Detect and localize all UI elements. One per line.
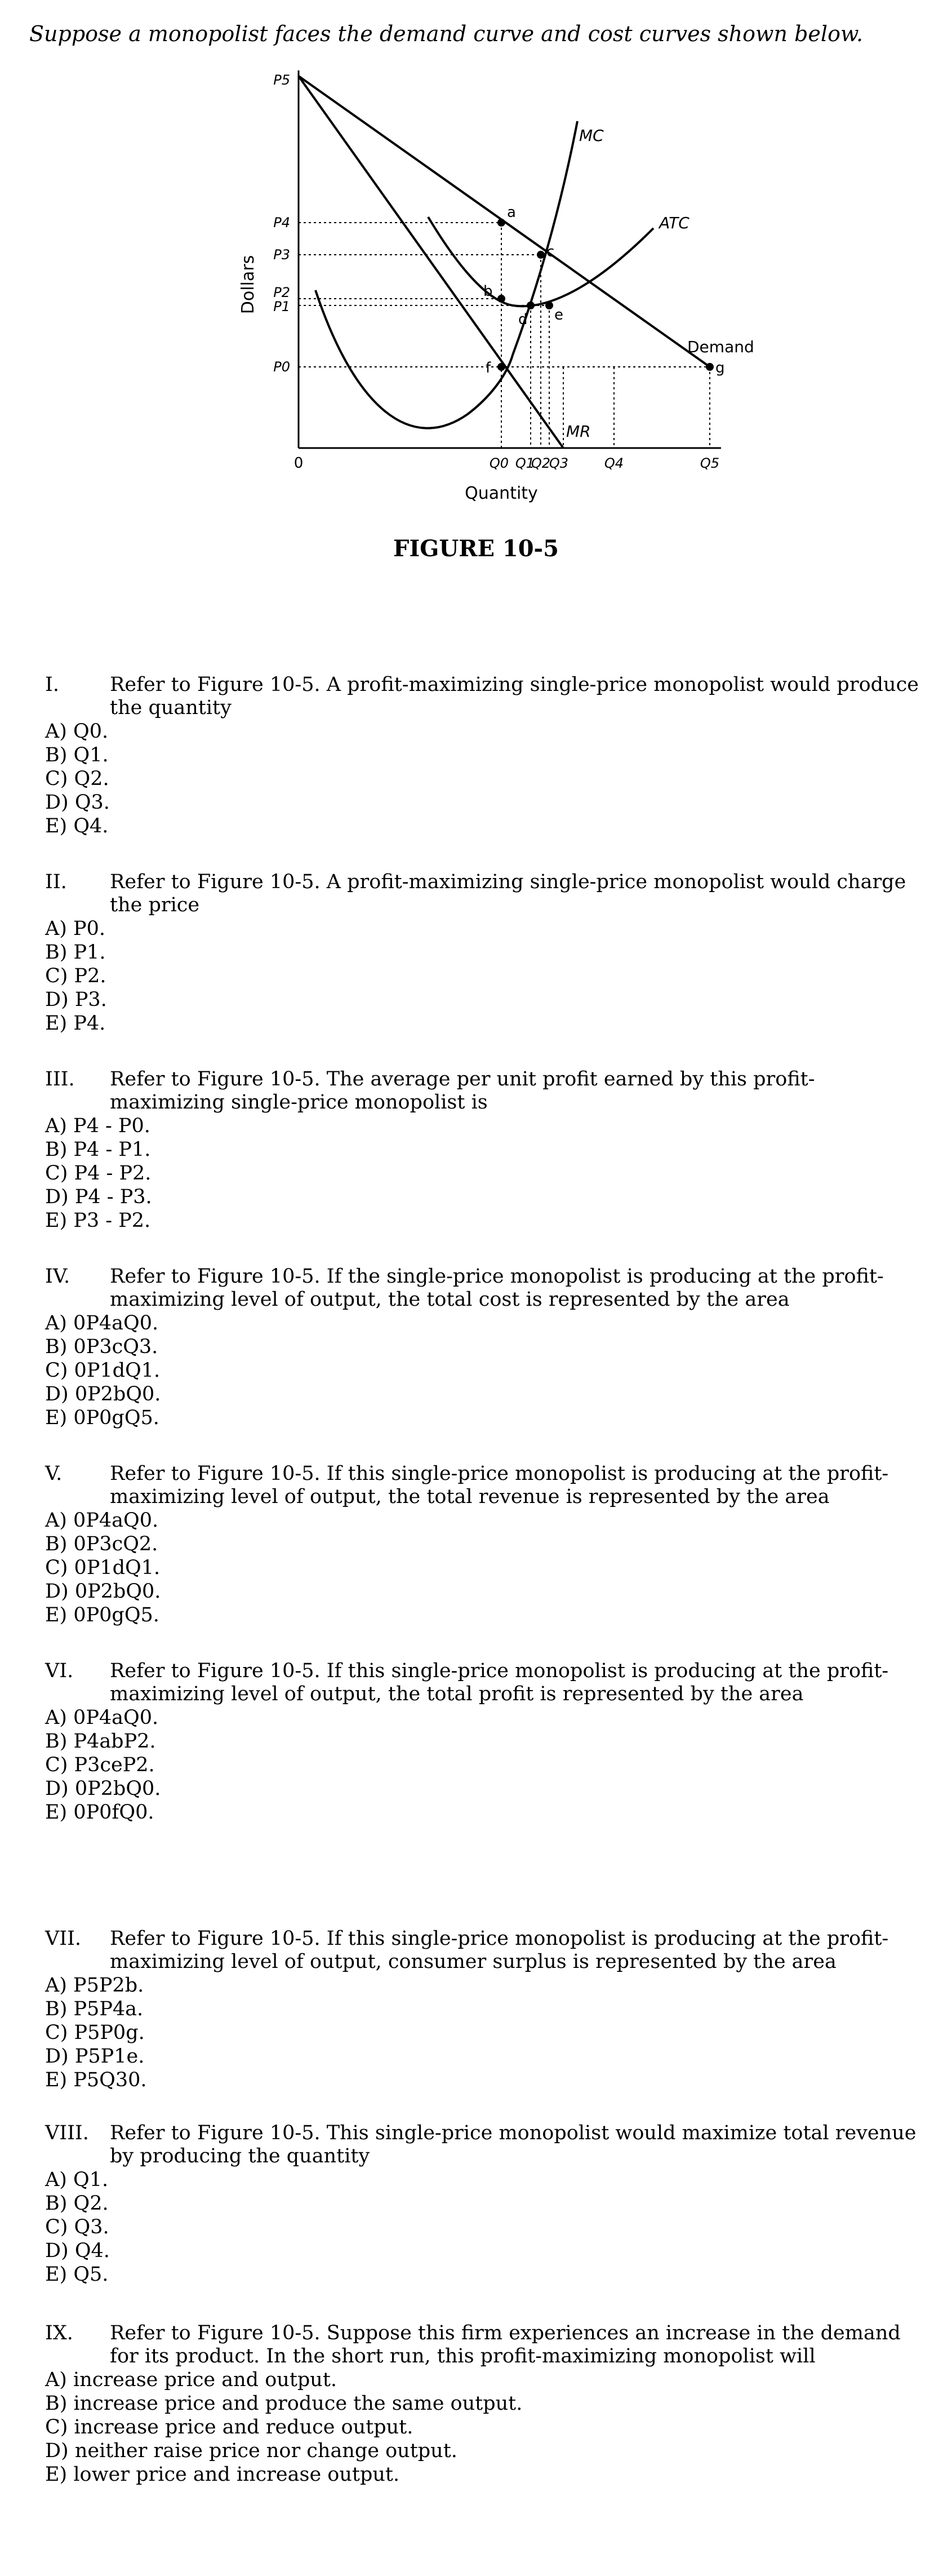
atc-label: ATC (659, 214, 689, 232)
x-axis-label: Quantity (465, 484, 538, 503)
mr-curve (299, 76, 563, 448)
option-c: C) P2. (45, 965, 106, 987)
option-c: C) P5P0g. (45, 2021, 145, 2044)
question-number: VIII. (45, 2122, 89, 2144)
option-a: A) P5P2b. (45, 1974, 144, 1997)
guide-lines (299, 223, 710, 448)
option-a: A) P4 - P0. (45, 1115, 150, 1137)
question-3 (45, 1068, 924, 1232)
mc-curve (315, 121, 577, 428)
option-e: E) P4. (45, 1012, 106, 1035)
question-6 (45, 1660, 924, 1824)
question-2 (45, 871, 924, 1035)
point-label-a: a (507, 204, 516, 221)
question-text: Refer to Figure 10-5. If the single-price monopolist is producing at the profit-maximizing level of output, the total cost is represented by the area (110, 1265, 884, 1311)
quantity-label-q3: Q3 (549, 455, 569, 471)
quantity-label-q2: Q2 (531, 455, 551, 471)
option-b: B) 0P3cQ3. (45, 1336, 158, 1358)
question-number: V. (45, 1462, 63, 1485)
option-e: E) Q5. (45, 2263, 109, 2286)
option-c: C) Q3. (45, 2216, 109, 2238)
y-axis-label: Dollars (238, 255, 258, 314)
question-number: VII. (45, 1927, 82, 1950)
question-text: Refer to Figure 10-5. This single-price monopolist would maximize total revenue by producing the quantity (110, 2122, 917, 2167)
option-b: B) P4abP2. (45, 1730, 156, 1753)
point-label-c: c (546, 243, 555, 260)
option-a: A) 0P4aQ0. (45, 1312, 159, 1334)
price-label-p1: P1 (273, 299, 290, 314)
question-number: VI. (45, 1660, 74, 1682)
option-d: D) neither raise price nor change output. (45, 2440, 457, 2462)
question-8 (45, 2122, 924, 2286)
option-e: E) P3 - P2. (45, 1209, 151, 1232)
option-a: A) 0P4aQ0. (45, 1509, 159, 1532)
question-text: Refer to Figure 10-5. Suppose this firm experiences an increase in the demand for its product. In the short run, this profit-maximizing monopolist will (110, 2322, 901, 2367)
option-e: E) Q4. (45, 815, 109, 837)
figure-caption: FIGURE 10-5 (393, 535, 559, 562)
option-c: C) 0P1dQ1. (45, 1359, 161, 1382)
question-5 (45, 1462, 924, 1627)
question-text: Refer to Figure 10-5. If this single-price monopolist is producing at the profit-maximizing level of output, the total profit is represented by the area (110, 1660, 889, 1705)
question-text: Refer to Figure 10-5. A profit-maximizing single-price monopolist would produce the quantity (110, 673, 919, 719)
option-e: E) 0P0gQ5. (45, 1604, 159, 1626)
option-b: B) increase price and produce the same output. (45, 2392, 523, 2415)
quantity-label-q0: Q0 (489, 455, 509, 471)
option-b: B) P5P4a. (45, 1998, 144, 2020)
option-b: B) Q2. (45, 2192, 109, 2215)
option-b: B) P1. (45, 941, 106, 964)
option-d: D) P5P1e. (45, 2045, 145, 2068)
option-d: D) P3. (45, 988, 107, 1011)
option-a: A) Q0. (45, 720, 109, 743)
price-label-p2: P2 (273, 285, 290, 300)
question-1 (45, 673, 924, 838)
question-number: IV. (45, 1265, 70, 1288)
option-d: D) 0P2bQ0. (45, 1383, 161, 1406)
question-number: III. (45, 1068, 75, 1090)
option-a: A) 0P4aQ0. (45, 1706, 159, 1729)
price-label-p3: P3 (273, 247, 290, 263)
option-b: B) P4 - P1. (45, 1138, 151, 1161)
question-text: Refer to Figure 10-5. The average per unit profit earned by this profit-maximizing single-price monopolist is (110, 1068, 815, 1114)
option-a: A) increase price and output. (45, 2369, 337, 2391)
option-b: B) Q1. (45, 744, 109, 766)
option-e: E) 0P0gQ5. (45, 1407, 159, 1429)
demand-label: Demand (687, 338, 754, 356)
price-label-p0: P0 (273, 359, 290, 375)
option-d: D) Q4. (45, 2240, 110, 2262)
option-e: E) lower price and increase output. (45, 2463, 400, 2486)
question-text: Refer to Figure 10-5. If this single-price monopolist is producing at the profit-maximizing level of output, consumer surplus is represented by the area (110, 1927, 889, 1973)
question-number: I. (45, 673, 59, 696)
question-4 (45, 1265, 924, 1430)
option-d: D) P4 - P3. (45, 1186, 152, 1208)
figure-10-5-graph (225, 59, 789, 521)
question-text: Refer to Figure 10-5. If this single-price monopolist is producing at the profit-maximizing level of output, the total revenue is represented by the area (110, 1462, 889, 1508)
point-label-g: g (715, 360, 725, 376)
price-label-p4: P4 (273, 215, 290, 230)
option-e: E) 0P0fQ0. (45, 1801, 154, 1824)
quantity-label-q5: Q5 (700, 455, 720, 471)
question-9 (45, 2322, 924, 2486)
point-label-b: b (483, 283, 493, 300)
option-e: E) P5Q30. (45, 2069, 147, 2091)
option-c: C) Q2. (45, 768, 109, 790)
point-label-e: e (554, 307, 563, 323)
mr-label: MR (566, 422, 591, 441)
question-number: IX. (45, 2322, 73, 2344)
option-a: A) P0. (45, 917, 105, 940)
question-text: Refer to Figure 10-5. A profit-maximizing single-price monopolist would charge the price (110, 871, 906, 916)
question-7 (45, 1927, 924, 2092)
quantity-label-q1: Q1 (515, 455, 535, 471)
option-c: C) P3ceP2. (45, 1754, 155, 1776)
point-label-d: d (518, 311, 528, 328)
price-label-p5: P5 (273, 72, 290, 88)
option-d: D) Q3. (45, 791, 110, 814)
intro-text: Suppose a monopolist faces the demand curve and cost curves shown below. (29, 21, 864, 46)
mc-label: MC (579, 126, 604, 145)
option-c: C) 0P1dQ1. (45, 1557, 161, 1579)
option-d: D) 0P2bQ0. (45, 1777, 161, 1800)
option-b: B) 0P3cQ2. (45, 1533, 158, 1555)
origin-label: 0 (293, 455, 304, 472)
option-c: C) increase price and reduce output. (45, 2416, 413, 2438)
option-a: A) Q1. (45, 2169, 109, 2191)
question-number: II. (45, 871, 67, 893)
quantity-label-q4: Q4 (604, 455, 624, 471)
option-c: C) P4 - P2. (45, 1162, 152, 1185)
point-label-f: f (486, 360, 491, 376)
option-d: D) 0P2bQ0. (45, 1580, 161, 1603)
